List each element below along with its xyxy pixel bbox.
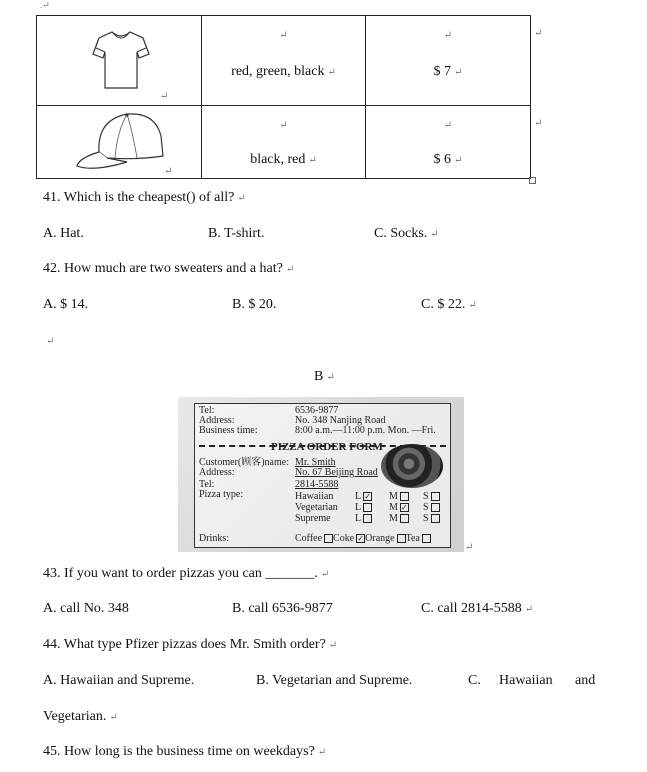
size-l-supreme: L <box>355 514 372 524</box>
return-mark: ↵ <box>160 91 169 102</box>
drinks-label: Drinks: <box>199 533 229 544</box>
tel-value: 6536-9877 <box>295 405 339 416</box>
return-mark: ↵ <box>443 30 453 41</box>
item-colors: black, red ↵ <box>250 152 317 167</box>
item-price: $ 7 ↵ <box>433 64 463 79</box>
customer-address-value: No. 67 Beijing Road <box>295 467 378 478</box>
business-time-value: 8:00 a.m.—11:00 p.m. Mon. —Fri. <box>295 425 436 436</box>
checkbox <box>363 514 372 523</box>
table-resize-handle[interactable] <box>529 177 536 184</box>
option-44-c-word-1: Hawaiian <box>499 673 553 688</box>
pizza-type-label: Pizza type: <box>199 489 244 500</box>
size-m-vegetarian: M ✓ <box>389 502 408 513</box>
checkbox <box>400 514 409 523</box>
checkbox <box>422 534 431 543</box>
t-shirt-icon <box>37 16 201 105</box>
return-mark: ↵ <box>443 120 453 131</box>
option-42-b: B. $ 20. <box>232 297 277 312</box>
table-row <box>37 106 531 179</box>
checkbox <box>363 503 372 512</box>
form-title: PIZZA ORDER FORM <box>271 441 383 453</box>
section-b-heading: B ↵ <box>314 369 335 384</box>
item-price-cell <box>366 106 531 179</box>
size-m-supreme: M <box>389 514 409 524</box>
pizza-order-form-photo <box>178 397 464 552</box>
pizza-type-hawaiian: Hawaiian <box>295 491 334 502</box>
pizza-photo <box>381 444 443 488</box>
item-colors-cell <box>202 16 366 106</box>
option-44-a: A. Hawaiian and Supreme. <box>43 673 195 688</box>
order-form-frame <box>194 403 451 548</box>
return-mark: ↵ <box>46 336 55 347</box>
option-43-b: B. call 6536-9877 <box>232 601 333 616</box>
item-price-cell <box>366 16 531 106</box>
question-44: 44. What type Pfizer pizzas does Mr. Smith order? ↵ <box>43 637 338 652</box>
items-table <box>36 15 531 179</box>
drink-coffee: Coffee <box>295 533 323 544</box>
return-mark: ↵ <box>279 120 288 131</box>
return-mark: ↵ <box>534 28 543 39</box>
checkbox <box>324 534 333 543</box>
option-43-a: A. call No. 348 <box>43 601 129 616</box>
return-mark: ↵ <box>534 118 543 129</box>
question-41: 41. Which is the cheapest() of all? ↵ <box>43 190 246 205</box>
pizza-type-supreme: Supreme <box>295 513 331 524</box>
drink-coke: Coke <box>333 533 355 544</box>
drink-tea: Tea <box>405 533 420 544</box>
drinks-options <box>295 534 431 544</box>
item-colors-cell <box>202 106 366 179</box>
cap-icon <box>37 106 201 178</box>
customer-label: Customer(顾客)name: <box>199 457 289 468</box>
size-l-hawaiian: L ✓ <box>355 491 371 502</box>
checkbox <box>397 534 406 543</box>
return-mark: ↵ <box>465 542 474 553</box>
customer-address-label: Address: <box>199 467 235 478</box>
item-colors: red, green, black ↵ <box>231 64 336 79</box>
option-41-b: B. T-shirt. <box>208 226 265 241</box>
option-44-b: B. Vegetarian and Supreme. <box>256 673 413 688</box>
pizza-type-vegetarian: Vegetarian <box>295 502 338 513</box>
customer-tel-value: 2814-5588 <box>295 479 339 490</box>
checkbox-checked: ✓ <box>364 492 371 502</box>
size-l-vegetarian: L <box>355 503 372 513</box>
checkbox <box>431 514 440 523</box>
size-s-hawaiian: S <box>423 492 440 502</box>
checkbox-checked: ✓ <box>401 503 408 513</box>
business-time-label: Business time: <box>199 425 258 436</box>
size-s-vegetarian: S <box>423 503 440 513</box>
checkbox <box>431 503 440 512</box>
address-label: Address: <box>199 415 235 426</box>
question-43: 43. If you want to order pizzas you can _______. ↵ <box>43 566 330 581</box>
checkbox <box>431 492 440 501</box>
address-value: No. 348 Nanjing Road <box>295 415 386 426</box>
table-row <box>37 16 531 106</box>
option-41-a: A. Hat. <box>43 226 84 241</box>
checkbox <box>400 492 409 501</box>
option-42-a: A. $ 14. <box>43 297 89 312</box>
customer-tel-label: Tel: <box>199 479 215 490</box>
size-s-supreme: S <box>423 514 440 524</box>
option-41-c: C. Socks. ↵ <box>374 226 439 241</box>
size-m-hawaiian: M <box>389 492 409 502</box>
tel-label: Tel: <box>199 405 215 416</box>
return-mark: ↵ <box>164 166 173 177</box>
item-image-cell <box>37 16 202 106</box>
drink-orange: Orange <box>365 533 395 544</box>
item-price: $ 6 ↵ <box>433 152 463 167</box>
question-45: 45. How long is the business time on weekdays? ↵ <box>43 744 327 759</box>
return-mark: ↵ <box>279 30 288 41</box>
option-44-c-word-2: and <box>575 673 596 688</box>
checkbox-checked: ✓ <box>357 534 364 544</box>
option-44-c-label: C. <box>468 673 481 688</box>
option-43-c: C. call 2814-5588 ↵ <box>421 601 534 616</box>
option-42-c: C. $ 22. ↵ <box>421 297 477 312</box>
item-image-cell <box>37 106 202 179</box>
customer-value: Mr. Smith <box>295 457 336 468</box>
option-44-c-continuation: Vegetarian. ↵ <box>43 709 118 724</box>
top-paragraph-mark: .↵ <box>40 0 50 10</box>
question-42: 42. How much are two sweaters and a hat? ↵ <box>43 261 295 276</box>
